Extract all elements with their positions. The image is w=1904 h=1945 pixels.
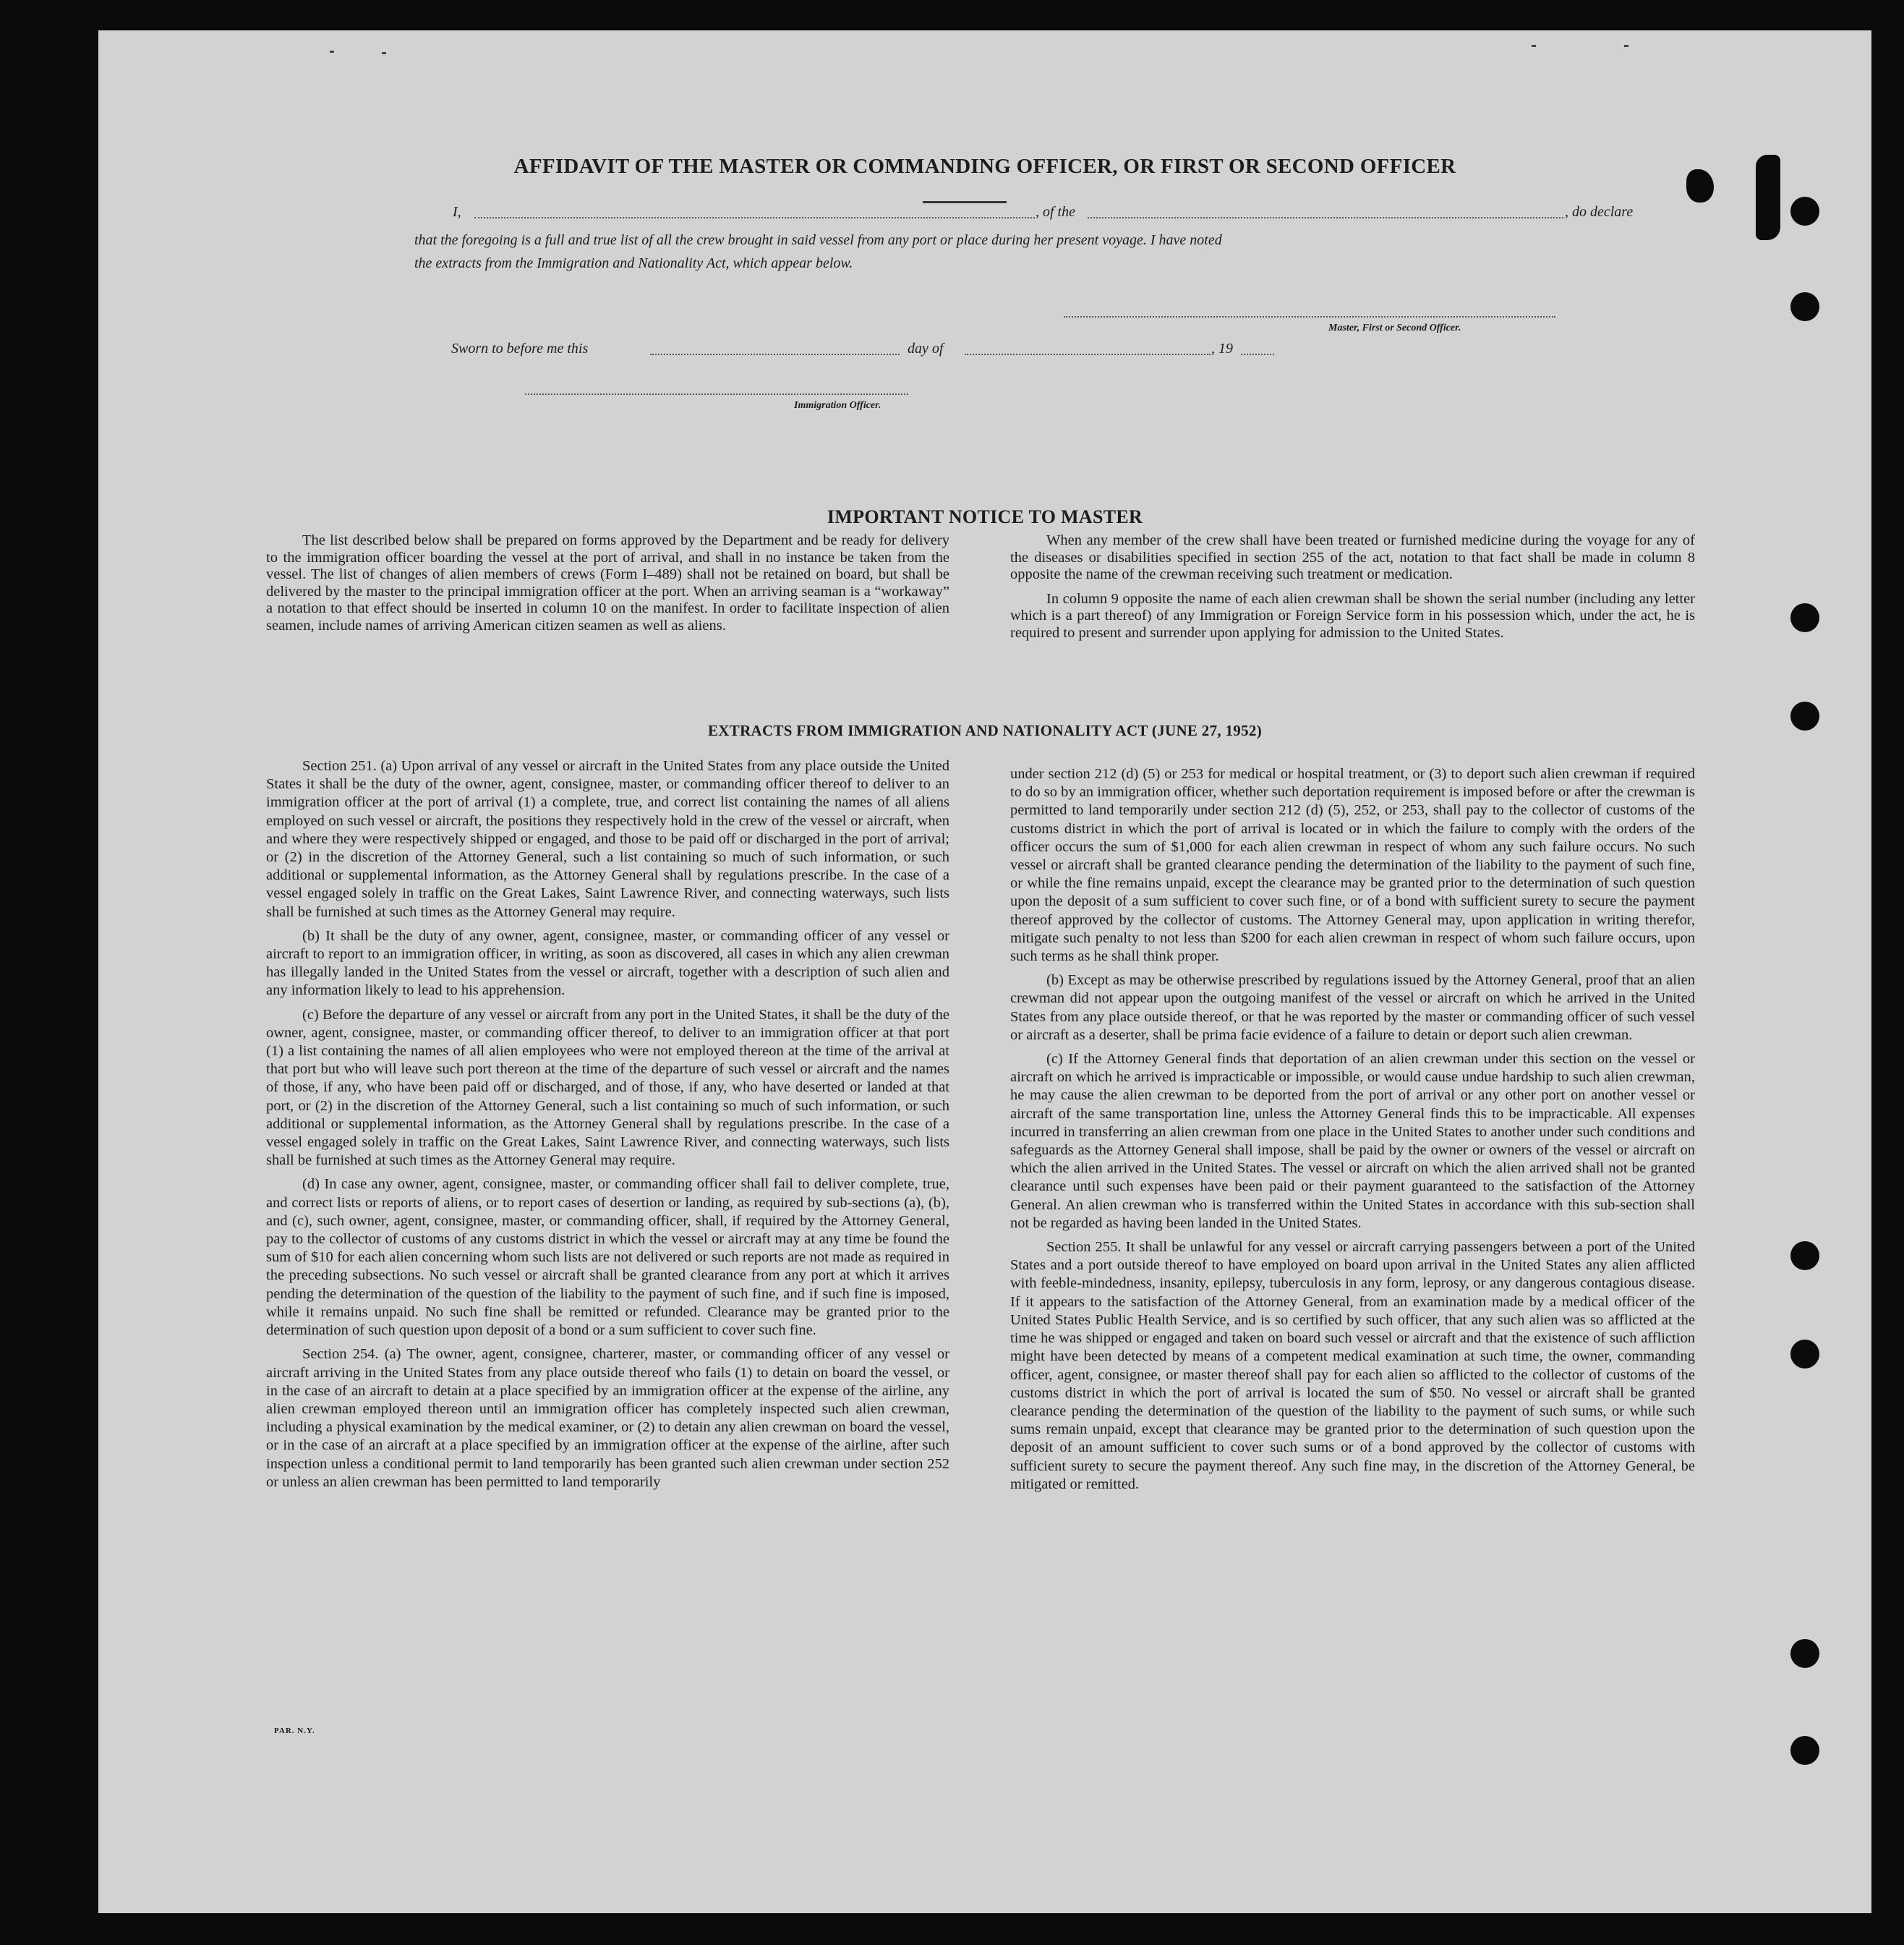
punch-hole (1790, 1639, 1819, 1668)
officer-signature-line[interactable] (1064, 316, 1555, 318)
title-rule (923, 201, 1007, 203)
sworn-year-field[interactable] (1241, 354, 1274, 355)
extracts-right-column (1010, 765, 1695, 1499)
section-paragraph: (b) Except as may be otherwise prescribed by regulations issued by the Attorney General, proof that an alien crewman did not appear upon the outgoing manifest of the vessel or aircraft on which he arrived in the United States from any place outside thereof, or that he was reported by the master or commanding officer of such vessel or aircraft as a deserter, shall be prima facie evidence of a failure to detain or deport such alien crewman. (1010, 972, 1695, 1043)
punch-hole (1790, 292, 1819, 321)
printer-mark: PAR. N.Y. (274, 1727, 315, 1735)
speck (1532, 45, 1536, 47)
affidavit-i-label: I, (453, 204, 461, 220)
document-page (98, 30, 1871, 1913)
notice-paragraph: When any member of the crew shall have been treated or furnished medicine during the voyage for any of the diseases or disabilities specified in section 255 of the act, notation to that fact shall be made in column 8 opposite the name of the crewman receiving such treatment or medication. (1010, 532, 1695, 583)
notice-title: IMPORTANT NOTICE TO MASTER (827, 506, 1143, 527)
section-paragraph: Section 255. It shall be unlawful for any vessel or aircraft carrying passengers between a port of the United States and a port outside thereof to have employed on board upon arrival in the United States any alien afflicted with feeble-mindedness, insanity, epilepsy, tuberculosis in any form, leprosy, or any dangerous contagious disease. If it appears to the satisfaction of the Attorney General, from an examination made by a medical officer of the United States Public Health Service, and is so certified by such officer, that any such alien was so afflicted at the time he was shipped or engaged and taken on board such vessel or aircraft and that the existence of such affliction might have been detected by means of a competent medical examination at such time, the owner, commanding officer, agent, consignee, or master thereof shall pay for each alien so afflicted to the collector of customs of the customs district in which the port of arrival is located the sum of $50. No vessel or aircraft shall be granted clearance pending the determination of the question of the liability to the payment of such sums, or while such sums remain unpaid, except that clearance may be granted prior to the determination of such question upon the deposit of an amount sufficient to cover such sums or of a bond approved by the collector of customs with sufficient surety to secure the payment thereof. Any such fine may, in the discretion of the Attorney General, be mitigated or remitted. (1010, 1239, 1695, 1492)
affidavit-of-the-label: , of the (1036, 204, 1075, 220)
notice-left-column (266, 532, 949, 641)
speck (1624, 45, 1628, 47)
speck (382, 52, 386, 54)
punch-hole (1790, 1241, 1819, 1270)
speck (330, 51, 334, 53)
punch-hole (1790, 603, 1819, 632)
extracts-left-column (266, 757, 949, 1497)
notice-paragraph: The list described below shall be prepared on forms approved by the Department and be ready for delivery to the immigration officer boarding the vessel at the port of arrival, and shall in no instance be taken from the vessel. The list of changes of alien members of crews (Form I–489) shall not be retained on board, but shall be delivered by the master to the principal immigration officer at the port. When an arriving seaman is a “workaway” a notation to that effect should be inserted in column 10 on the manifest. In order to facilitate inspection of alien seamen, include names of arriving American citizen seamen as well as aliens. (266, 532, 949, 634)
year-label: , 19 (1211, 341, 1233, 357)
immigration-officer-signature-line[interactable] (525, 393, 908, 395)
section-paragraph: Section 254. (a) The owner, agent, consignee, charterer, master, or commanding officer of any vessel or aircraft arriving in the United States from any place outside thereof who fails (1) to detain on board the vessel, or in the case of an aircraft to detain at a place specified by an immigration officer at the expense of the airline, any alien crewman employed thereon until an immigration officer has completely inspected such alien crewman, including a physical examination by the medical examiner, or (2) to detain any alien crewman on board the vessel, or in the case of an aircraft at a place specified by an immigration officer at the expense of the airline, after such inspection unless a conditional permit to land temporarily has been granted such alien crewman under section 252 or unless an alien crewman has been permitted to land temporarily (266, 1346, 949, 1490)
section-paragraph: (d) In case any owner, agent, consignee, master, or commanding officer shall fail to deliver complete, true, and correct lists or reports of aliens, or to report cases of desertion or landing, as required by sub-sections (a), (b), and (c), such owner, agent, consignee, master, or commanding officer, shall, if required by the Attorney General, pay to the collector of customs of any customs district in which the vessel or aircraft may at any time be found the sum of $10 for each alien concerning whom such lists are not delivered or such reports are not made as required in the preceding subsections. No such vessel or aircraft shall be granted clearance from any port at which it arrives pending the determination of the question of the liability to the payment of such fine, and if such fine is imposed, while it remains unpaid. No such fine shall be remitted or refunded. Clearance may be granted prior to the determination of such question upon deposit of a bond or a sum sufficient to cover such fine. (266, 1176, 949, 1339)
notice-paragraph: In column 9 opposite the name of each alien crewman shall be shown the serial number (including any letter which is a part thereof) of any Immigration or Foreign Service form in his possession which, under the act, he is required to present and surrender upon applying for admission to the United States. (1010, 590, 1695, 641)
officer-caption: Master, First or Second Officer. (1328, 323, 1461, 333)
section-paragraph: (b) It shall be the duty of any owner, agent, consignee, master, or commanding officer of any vessel or aircraft to report to an immigration officer, in writing, as soon as discovered, all cases in which any alien crewman has illegally landed in the United States from the vessel or aircraft, together with a description of such alien and any information likely to lead to his apprehension. (266, 927, 949, 999)
affidavit-title: AFFIDAVIT OF THE MASTER OR COMMANDING OFFICER, OR FIRST OR SECOND OFFICER (513, 155, 1456, 178)
section-paragraph: under section 212 (d) (5) or 253 for medical or hospital treatment, or (3) to deport such alien crewman if required to do so by an immigration officer, whether such deportation requirement is imposed before or after the crewman is permitted to land temporarily under section 212 (d) (5), 252, or 253, shall pay to the collector of customs of the customs district in which the port of arrival is located or in which the failure to comply with the orders of the officer occurs the sum of $1,000 for each alien crewman in respect of whom any such failure occurs. No such vessel or aircraft shall be granted clearance pending the determination of the liability to the payment of such fine, or while the fine remains unpaid, except the clearance may be granted prior to the determination of such question upon the deposit of a sum sufficient to cover such fine, or of a bond with sufficient surety to secure the payment thereof approved by the collector of customs. The Attorney General may, upon application in writing therefor, mitigate such penalty to not less than $200 for each alien crewman in respect of whom such failure occurs, upon such terms as he shall think proper. (1010, 766, 1695, 965)
sworn-day-field[interactable] (650, 354, 900, 355)
affidavit-statement-line: that the foregoing is a full and true list of all the crew brought in said vessel from any port or place during her present voyage. I have noted (414, 232, 1222, 248)
day-of-label: day of (908, 341, 944, 357)
notice-right-column (1010, 532, 1695, 648)
punch-hole (1790, 197, 1819, 226)
affiant-name-field[interactable] (474, 217, 1035, 218)
punch-hole (1790, 1736, 1819, 1765)
sworn-label: Sworn to before me this (451, 341, 589, 357)
immigration-officer-caption: Immigration Officer. (794, 400, 881, 411)
vessel-name-field[interactable] (1088, 217, 1563, 218)
section-paragraph: Section 251. (a) Upon arrival of any vessel or aircraft in the United States from any place outside the United States it shall be the duty of the owner, agent, consignee, master, or commanding officer thereof to deliver to an immigration officer at the port of arrival (1) a complete, true, and correct list containing the names of all aliens employed on such vessel or aircraft, the positions they respectively hold in the crew of the vessel or aircraft, when and where they were respectively shipped or engaged, and those to be paid off or discharged in the port of arrival; or (2) in the discretion of the Attorney General, such a list containing so much of such information, or such additional or supplemental information, as the Attorney General shall by regulations prescribe. In the case of a vessel engaged solely in traffic on the Great Lakes, Saint Lawrence River, and connecting waterways, such lists shall be furnished at such times as the Attorney General may require. (266, 758, 949, 920)
sworn-month-field[interactable] (965, 354, 1211, 355)
affidavit-statement-line: the extracts from the Immigration and Nationality Act, which appear below. (414, 255, 853, 271)
affidavit-do-declare-label: , do declare (1565, 204, 1634, 220)
extracts-title: EXTRACTS FROM IMMIGRATION AND NATIONALITY ACT (JUNE 27, 1952) (708, 722, 1262, 739)
section-paragraph: (c) Before the departure of any vessel or aircraft from any port in the United States, it shall be the duty of the owner, agent, consignee, master, or commanding officer thereof, to deliver to an immigration officer at that port (1) a list containing the names of all alien employees who were not employed thereon at the time of the arrival at that port but who will leave such port thereon at the time of the departure of such vessel or aircraft and the names of those, if any, who have been paid off or discharged, and of those, if any, who have deserted or landed at that port, or (2) in the discretion of the Attorney General, such a list containing so much of such information, or such additional or supplemental information, as the Attorney General shall by regulations prescribe. In the case of a vessel engaged solely in traffic on the Great Lakes, Saint Lawrence River, and connecting waterways, such lists shall be furnished at such times as the Attorney General may require. (266, 1006, 949, 1169)
section-paragraph: (c) If the Attorney General finds that deportation of an alien crewman under this section on the vessel or aircraft on which he arrived is impracticable or impossible, or would cause undue hardship to such alien crewman, he may cause the alien crewman to be deported from the port of arrival or any other port on another vessel or aircraft of the same transportation line, unless the Attorney General finds this to be impracticable. All expenses incurred in transferring an alien crewman from one place in the United States to another under such conditions and safeguards as the Attorney General shall impose, shall be paid by the owner or owners of the vessel or aircraft on which the alien arrived in the United States. The vessel or aircraft on which the alien arrived shall not be granted clearance until such expenses have been paid or their payment guaranteed to the satisfaction of the Attorney General. An alien crewman who is transferred within the United States in accordance with this sub-section shall not be regarded as having been landed in the United States. (1010, 1051, 1695, 1231)
punch-hole (1790, 1340, 1819, 1369)
